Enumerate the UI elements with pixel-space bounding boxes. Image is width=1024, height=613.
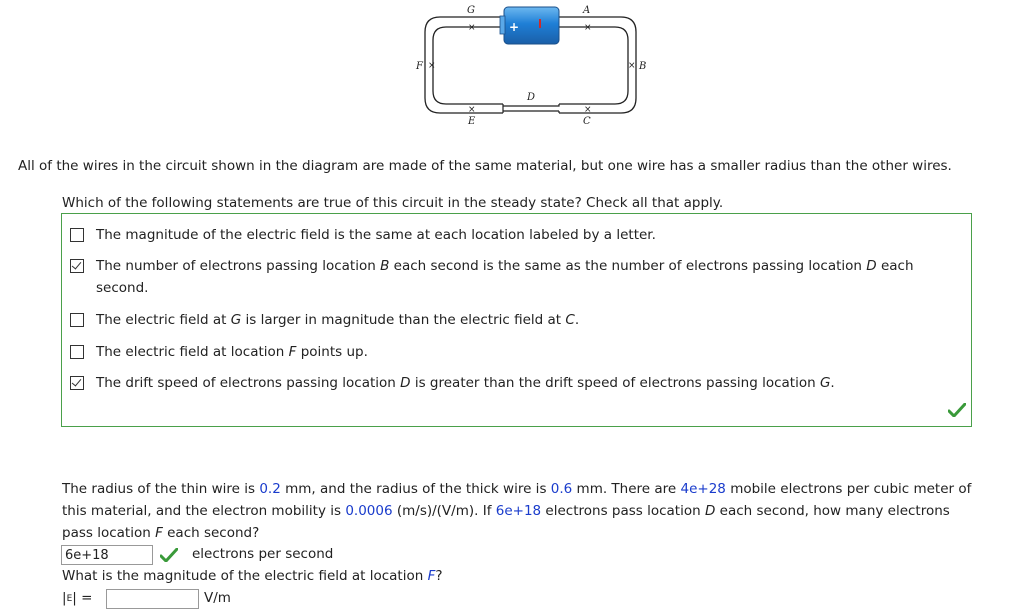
marker-a: × <box>584 23 592 33</box>
circuit-wire-outer-right <box>559 17 636 113</box>
efield-unit-label: V/m <box>204 590 231 606</box>
label-g: G <box>467 5 475 16</box>
options-box <box>61 213 972 427</box>
electrons-answer-input[interactable]: 6e+18 <box>61 545 153 565</box>
thin-wire-d <box>503 104 559 113</box>
label-e: E <box>468 116 476 127</box>
circuit-wire-inner <box>433 27 503 104</box>
circuit-diagram <box>0 0 1024 140</box>
efield-magnitude-label: |E| = <box>62 590 93 606</box>
thin-radius-value: 0.2 <box>259 481 281 497</box>
option-4-text: The electric field at location F points up. <box>96 344 368 360</box>
marker-f: × <box>428 61 436 71</box>
option-2-text: The number of electrons passing location B each second is the same as the number of electrons passing location D each second. <box>96 258 914 296</box>
label-c: C <box>583 116 591 127</box>
problem-text: The radius of the thin wire is 0.2 mm, and the radius of the thick wire is 0.6 mm. There are 4e+28 mobile electrons per cubic meter of this material, and the electron mobility is 0.0006 (m/s)/(V/m). If 6e+18 electrons pass location D each second, how many electrons pass location F each second? <box>62 481 972 541</box>
efield-answer-input[interactable] <box>106 589 199 609</box>
electron-density-value: 4e+28 <box>680 481 726 497</box>
question-text: Which of the following statements are true of this circuit in the steady state? Check all that apply. <box>62 195 724 211</box>
circuit-wire-inner-right <box>559 27 628 104</box>
option-3-checkbox[interactable] <box>70 313 84 327</box>
correct-check-icon <box>948 403 966 417</box>
option-5-text: The drift speed of electrons passing location D is greater than the drift speed of electrons passing location G. <box>96 375 835 391</box>
option-4-checkbox[interactable] <box>70 345 84 359</box>
option-5-checkbox[interactable] <box>70 376 84 390</box>
marker-b: × <box>628 61 636 71</box>
marker-e: × <box>468 105 476 115</box>
circuit-wire-outer <box>425 17 503 113</box>
electrons-unit-label: electrons per second <box>192 546 334 562</box>
option-2-checkbox[interactable] <box>70 259 84 273</box>
question2-text: What is the magnitude of the electric field at location F? <box>62 568 443 584</box>
label-a: A <box>583 5 591 16</box>
label-f: F <box>416 61 423 72</box>
intro-text: All of the wires in the circuit shown in the diagram are made of the same material, but one wire has a smaller radius than the other wires. <box>18 158 952 174</box>
mobility-value: 0.0006 <box>345 503 393 519</box>
option-1-text: The magnitude of the electric field is the same at each location labeled by a letter. <box>96 227 656 243</box>
answer1-check-icon <box>160 548 178 562</box>
marker-c: × <box>584 105 592 115</box>
label-b: B <box>639 61 647 72</box>
battery-plus-sign: + <box>509 20 520 34</box>
battery-icon <box>500 7 559 44</box>
option-3-text: The electric field at G is larger in magnitude than the electric field at C. <box>96 312 580 328</box>
electron-rate-value: 6e+18 <box>495 503 542 519</box>
label-d: D <box>527 92 536 103</box>
marker-g: × <box>468 23 476 33</box>
thick-radius-value: 0.6 <box>550 481 573 497</box>
option-1-checkbox[interactable] <box>70 228 84 242</box>
